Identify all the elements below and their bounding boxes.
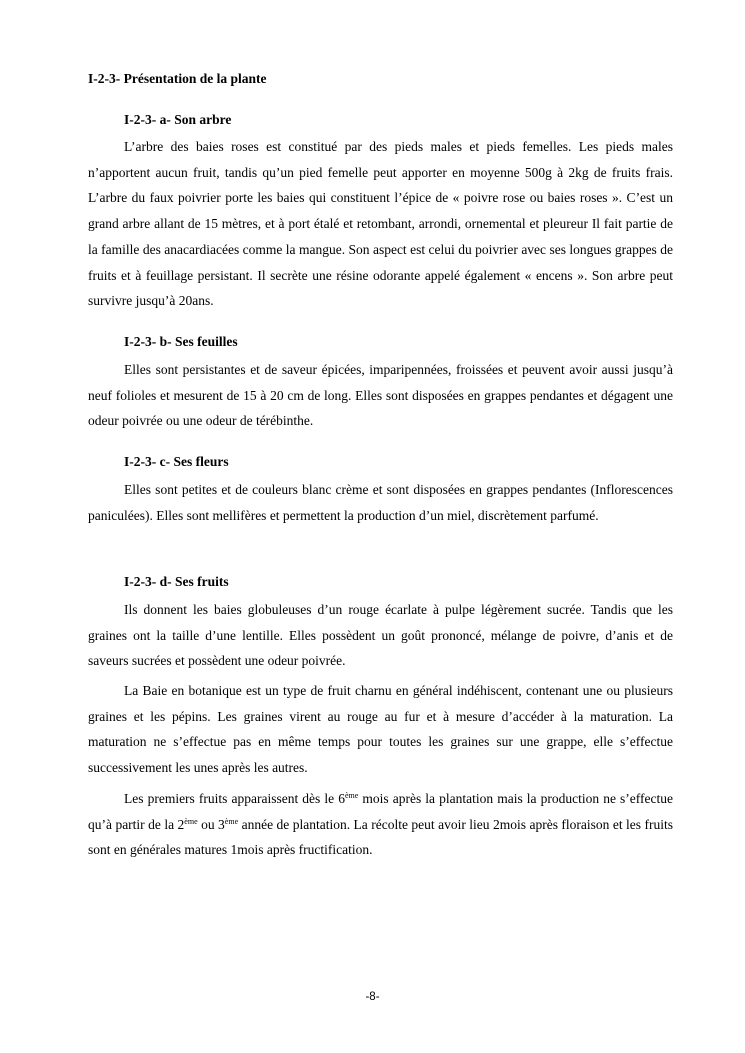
- paragraph-fleurs: Elles sont petites et de couleurs blanc crème et sont disposées en grappes pendantes (Inflorescences paniculées). Elles sont mellifères et permettent la production d’un miel, discrètement parfumé.: [88, 482, 673, 523]
- paragraph-arbre: L’arbre des baies roses est constitué par des pieds males et pieds femelles. Les pieds males n’apportent aucun fruit, tandis qu’un pied femelle peut apporter en moyenne 500g à 2kg de fruits frais. L’arbre du faux poivrier porte les baies qui constituent l’épice de « poivre rose ou baies roses ». C’est un grand arbre allant de 15 mètres, et à port étalé et retombant, arrondi, ornemental et pleureur Il fait partie de la famille des anacardiacées comme la mangue. Son aspect est celui du poivrier avec ses longues grappes de fruits et à feuillage persistant. Il secrète une résine odorante appelé également « encens ». Son arbre peut survivre jusqu’à 20ans.: [88, 139, 673, 309]
- superscript-2: ème: [184, 816, 198, 826]
- paragraph-fruits-1: Ils donnent les baies globuleuses d’un rouge écarlate à pulpe légèrement sucrée. Tandis que les graines ont la taille d’une lentille. Elles possèdent un goût prononcé, mélange de poivre, d’anis et de saveurs sucrées et possèdent une odeur poivrée.: [88, 602, 673, 669]
- superscript-1: ème: [344, 791, 359, 800]
- paragraph-fruits-3-part-1: Les premiers fruits apparaissent dès le 6: [124, 791, 345, 806]
- subsection-heading-fruits: I-2-3- d- Ses fruits: [124, 574, 229, 589]
- paragraph-fruits-3-part-4: année de plantation. La récolte peut avoir lieu 2mois après floraison et les fruits sont en générales matures 1mois après fructification.: [88, 816, 674, 858]
- paragraph-fruits-3-part-2: mois après la plantation mais la production ne s’effectue qu’à partir de la 2: [88, 791, 673, 832]
- section-title: I-2-3- Présentation de la plante: [88, 71, 267, 86]
- paragraph-fruits-2: La Baie en botanique est un type de fruit charnu en général indéhiscent, contenant une ou plusieurs graines et les pépins. Les graines virent au rouge au fur et à mesure d’accéder à la maturation. La maturation ne s’effectue pas en même temps pour toutes les graines sur une grappe, elle s’effectue successivement les unes après les autres.: [88, 683, 673, 776]
- subsection-heading-fleurs: I-2-3- c- Ses fleurs: [124, 454, 229, 469]
- subsection-heading-arbre: I-2-3- a- Son arbre: [124, 112, 232, 127]
- paragraph-fruits-3-part-3: ou 3: [197, 816, 225, 832]
- subsection-heading-feuilles: I-2-3- b- Ses feuilles: [124, 334, 238, 349]
- paragraph-fruits-3: [88, 786, 673, 863]
- paragraph-feuilles: Elles sont persistantes et de saveur épicées, imparipennées, froissées et peuvent avoir aussi jusqu’à neuf folioles et mesurent de 15 à 20 cm de long. Elles sont disposées en grappes pendantes et dégagent une odeur poivrée ou une odeur de térébinthe.: [88, 362, 673, 429]
- page-number: -8-: [365, 991, 380, 1003]
- superscript-3: ème: [224, 816, 239, 826]
